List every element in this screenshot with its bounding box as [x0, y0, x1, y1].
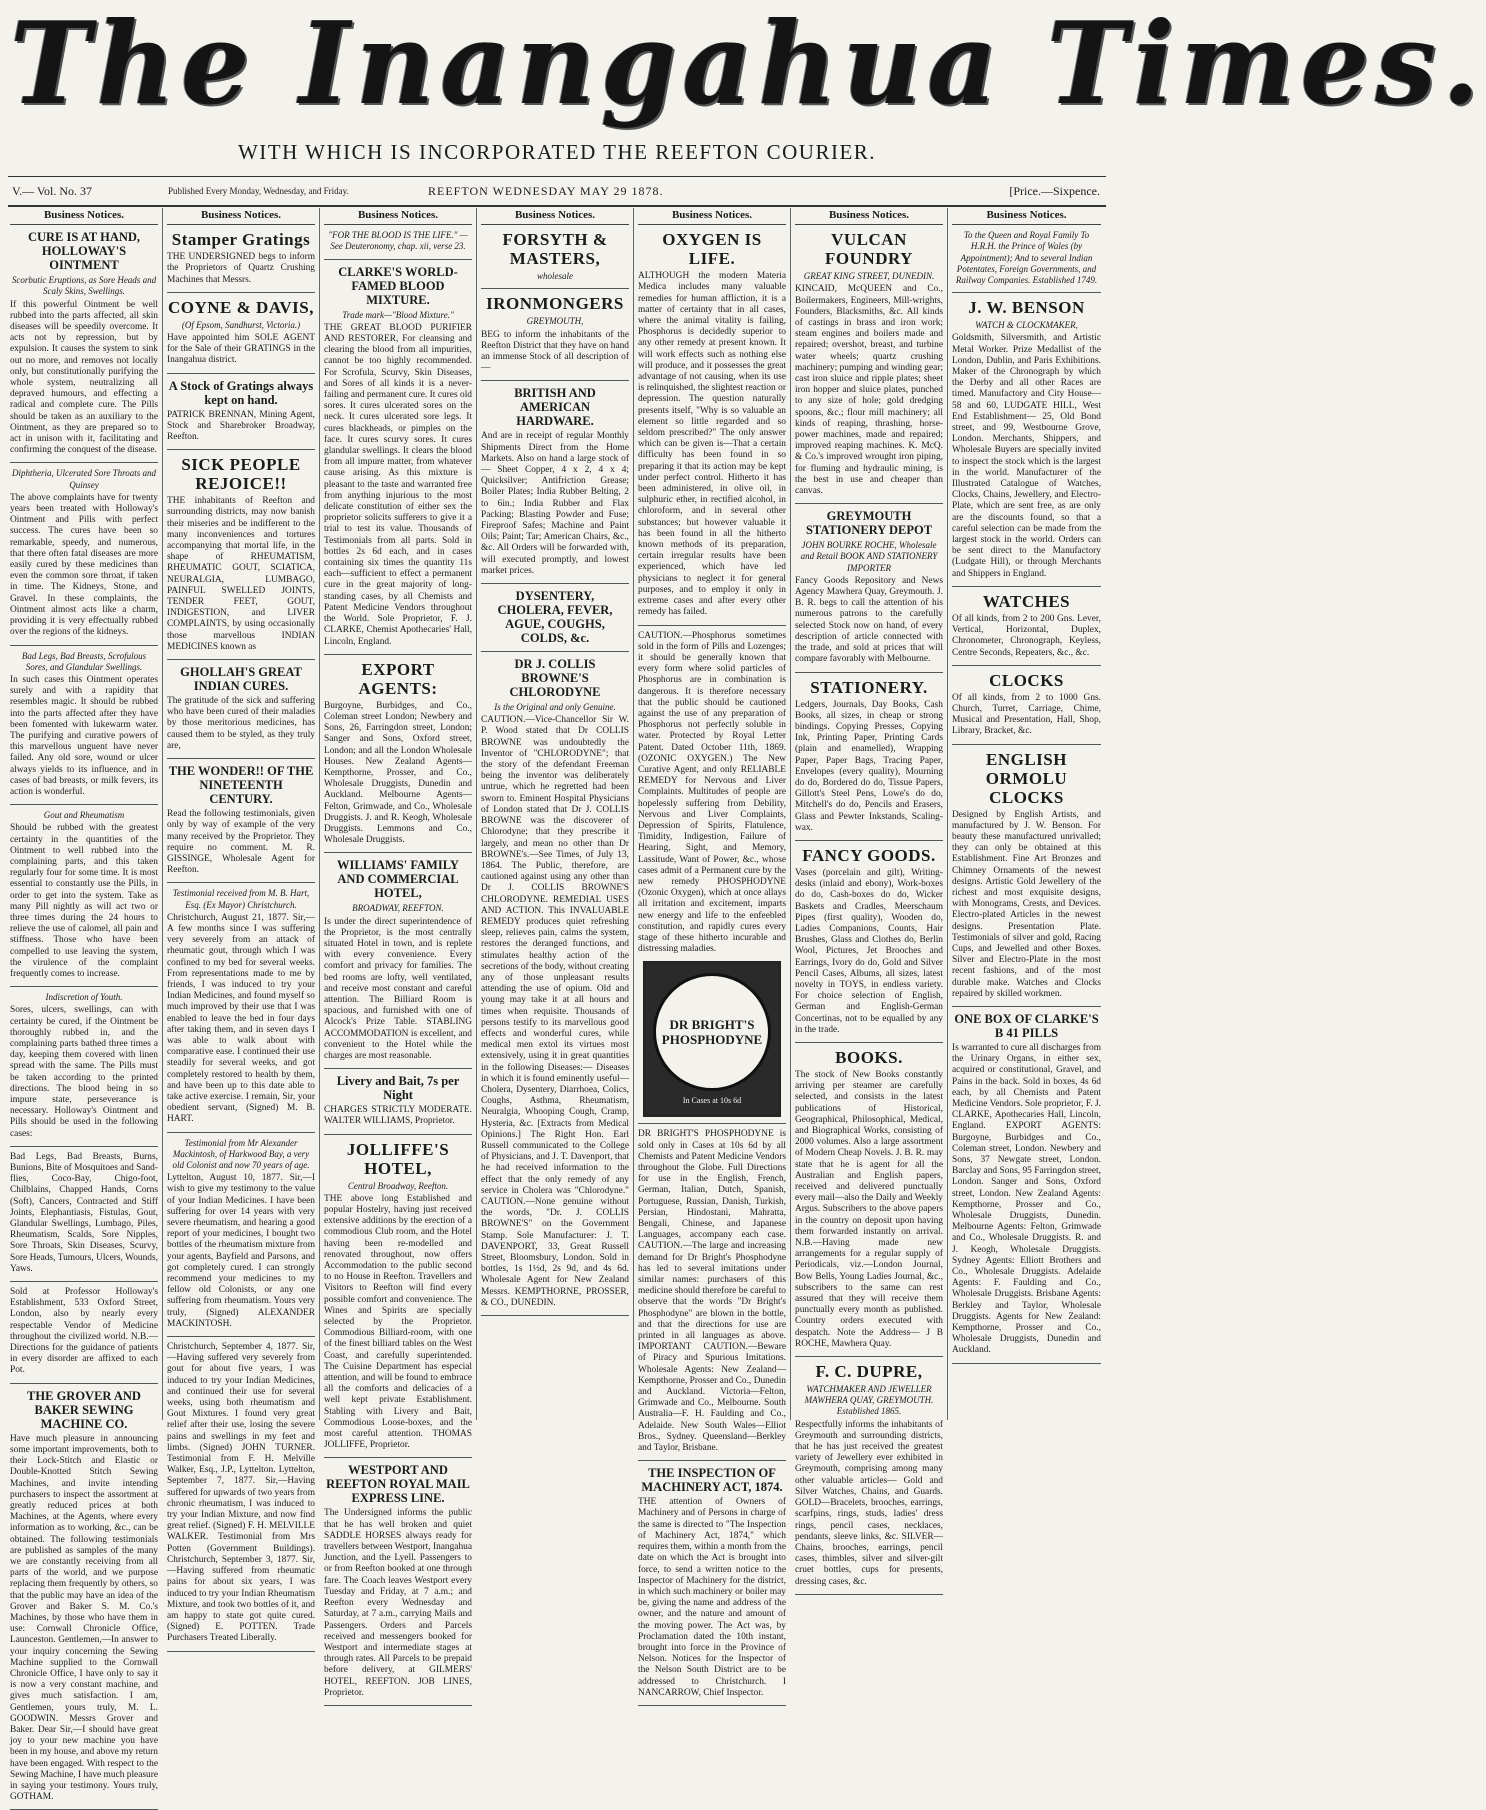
ad-subheading: (Of Epsom, Sandhurst, Victoria.) — [181, 319, 301, 330]
ad-headline: FANCY GOODS. — [802, 845, 936, 865]
advertisement — [167, 665, 315, 752]
ad-subheading: Central Broadway, Reefton. — [347, 1180, 449, 1191]
ad-subheading: Testimonial from Mr Alexander Mackintosh, of Harkwood Bay, a very old Colonist and now 70 years of age. — [172, 1137, 310, 1170]
ad-divider — [481, 651, 629, 652]
ad-divider — [10, 645, 158, 646]
ad-divider — [638, 1705, 786, 1706]
ad-body-text: The gratitude of the sick and suffering who have been cured of their maladies by those meritorious medicines, has caused them to be styled, as they truly are, — [167, 696, 315, 751]
ad-subheading: Is the Original and only Genuine. — [494, 702, 616, 713]
advertisement — [638, 1466, 786, 1699]
advertisement — [167, 1342, 315, 1644]
ad-headline: SICK PEOPLE REJOICE!! — [181, 455, 301, 494]
ad-subheading: GREYMOUTH, — [526, 316, 584, 327]
advertisement — [481, 386, 629, 577]
publication-schedule: Published Every Monday, Wednesday, and Friday. — [168, 186, 349, 196]
ad-headline: DR J. COLLIS BROWNE'S CHLORODYNE — [509, 657, 601, 700]
advertisement — [10, 468, 158, 638]
ad-headline: COYNE & DAVIS, — [167, 297, 314, 317]
column-header: Business Notices. — [10, 208, 158, 225]
column-header: Business Notices. — [324, 208, 472, 225]
ad-body-text: Fancy Goods Repository and News Agency Mawhera Quay, Greymouth. J. B. R. begs to call the attention of his numerous patrons to the carefully selected Stock now on hand, of every description of article connected with the trade, and sold at prices that will compare favorably with Melbourne. — [795, 575, 943, 665]
ad-headline: ONE BOX OF CLARKE'S B 41 PILLS — [954, 1011, 1099, 1040]
ad-subheading: wholesale — [537, 271, 573, 282]
column-header: Business Notices. — [638, 208, 786, 225]
volume-number: V.— Vol. No. 37 — [12, 184, 93, 198]
ad-divider — [795, 1042, 943, 1043]
advertisement — [324, 1074, 472, 1127]
ad-headline: ENGLISH ORMOLU CLOCKS — [985, 749, 1068, 807]
ad-body-text: If this powerful Ointment be well rubbed into the parts affected, all skin diseases will be speedily overcome. It acts not by repression, but by expulsion. It causes the system to sink out no more, and removes not locally only, but constitutionally purifying the whole system, neutralizing all depraved humours, and effecting a radical and complete cure. The Pills should be taken as an auxiliary to the Ointment, as they are prepared so to act in unison with it, facilitating and confirming the conquest of the disease. — [10, 299, 158, 456]
ad-divider — [324, 654, 472, 655]
advertisement — [324, 1140, 472, 1452]
ad-divider — [10, 1146, 158, 1147]
ad-body-text: Is under the direct superintendence of the Proprietor, is the most centrally situated Hotel in town, and is replete with every convenience. Every comfort and privacy for families. The bed rooms are lofty, well ventilated, and receive most constant and careful attention. The Billiard Room is spacious, and furnished with one of Alcock's Prize Table. STABLING ACCOMMODATION is excellent, and convenient to the Hotel while the charges are most reasonable. — [324, 916, 472, 1061]
seal-emblem: DR BRIGHT'S PHOSPHODYNE — [653, 973, 771, 1091]
ad-divider — [952, 665, 1101, 666]
ad-body-text: CAUTION.—Vice-Chancellor Sir W. P. Wood stated that Dr COLLIS BROWNE was undoubtedly the Inventor of "CHLORODYNE"; that the story of the defendant Freeman being the inventor was deliberately untrue, which he regretted had been sworn to. Eminent Hospital Physicians of London stated that Dr J. COLLIS BROWNE was the discoverer of Chlorodyne; that they prescribe it largely, and mean no other than Dr BROWNE's.—See Times, of July 13, 1864. The Public, therefore, are cautioned against using any other than Dr J. COLLIS BROWNE'S CHLORODYNE. REMEDIAL USES AND ACTION. This INVALUABLE REMEDY produces quiet refreshing sleep, relieves pain, calms the system, restores the deranged functions, and stimulates healthy action of the secretions of the body, without creating any of those unpleasant results attending the use of opium. Old and young may take it at all hours and times when requisite. Thousands of persons testify to its marvellous good effects and wonderful cures, while medical men extol its virtues most extensively, using it in great quantities in the following Diseases:— Diseases in which it is found eminently useful—Cholera, Dysentery, Diarrhoea, Colics, Coughs, Asthma, Rheumatism, Neuralgia, Whooping Cough, Cramp, Hysteria, &c. [Extracts from Medical Opinions.] The Right Hon. Earl Russell communicated to the College of Physicians, and J. T. Davenport, that he had received information to the effect that the only remedy of any service in Cholera was "Chlorodyne." CAUTION.—None genuine without the words, "Dr. J. COLLIS BROWNE'S" on the Government Stamp. Sole Manufacturer: J. T. DAVENPORT, 33, Great Russell Street, Bloomsbury, London. Sold in bottles, 1s 1½d, 2s 9d, and 4s 6d. Wholesale Agent for New Zealand Messrs. KEMPTHORNE, PROSSER, & CO., DUNEDIN. — [481, 715, 629, 1308]
ad-divider — [638, 1123, 786, 1124]
ad-body-text: Lyttelton, August 10, 1877. Sir,—I wish to give my testimony to the value of your Indian Medicines. I have been suffering for over 14 years with very severe rheumatism, and hearing a good report of your medicines, I bought two bottles of the rheumatism mixture from your agents, Bayfield and Parsons, and got completely cured. I can strongly recommend your medicines to my fellow old Colonists, or any one suffering from rheumatism. Yours very truly, (Signed) ALEXANDER MACKINTOSH. — [167, 1173, 315, 1329]
ad-body-text: And are in receipt of regular Monthly Shipments Direct from the Home Markets. Also on hand a large stock of— Sheet Copper, 4 x 2, 4 x 4; Quicksilver; Antifriction Grease; Boiler Plates; India Rubber Belting, 2 to 6in.; India Rubber and Flax Packing; Blasting Powder and Fuse; Fireproof Safes; Machine and Paint Oils; Paint; Tar; American Chairs, &c., &c. All Orders will be forwarded with, will executed promptly, and lowest market prices. — [481, 431, 629, 576]
ad-body-text: Christchurch, August 21, 1877. Sir,—A few months since I was suffering very severely from an attack of rheumatic gout, through which I was confined to my bed for several weeks. From representations made to me by friends, I was induced to try your Indian Medicines, and found myself so much improved by their use that I was enabled to leave the bed in four days after taking them, and in seven days I was able to walk about with comparative ease. I continued their use steadily for several weeks, and got completely restored to health by them, and have been up to this date able to take active exercise. I remain, Sir, your obedient servant, (Signed) M. B. HART. — [167, 912, 315, 1125]
ad-body-text: Goldsmith, Silversmith, and Artistic Metal Worker. Prize Medallist of the London, Dublin, and Paris Exhibitions. Maker of the Chronograph by which the Derby and all other Races are timed. Manufactory and City House— 58 and 60, LUDGATE HILL, West End Establishment— 25, Old Bond street, and 99, Westbourne Grove, London. Merchants, Shippers, and Wholesale Buyers are specially invited to inspect the stock which is the largest in the world. Manufacturer of the Illustrated Catalogue of Watches, Clocks, Chains, Jewellery, and Electro-Plate, which are sent free, as are only are the discounts found, so that a careful selection can be made from the largest stock in the world. Orders can be sent direct to the Manufactory (Ludgate Hill), or through Merchants and Shippers in England. — [952, 333, 1101, 579]
ad-divider — [795, 503, 943, 504]
advertisement — [481, 230, 629, 282]
advertisement — [952, 592, 1101, 659]
ad-subheading: Trade mark—"Blood Mixture." — [342, 309, 454, 320]
ad-headline: J. W. BENSON — [968, 298, 1085, 318]
ad-divider — [795, 672, 943, 673]
ad-divider — [952, 744, 1101, 745]
advertisement — [795, 678, 943, 834]
column-header: Business Notices. — [795, 208, 943, 225]
ad-divider — [167, 882, 315, 883]
ad-headline: Livery and Bait, 7s per Night — [336, 1074, 460, 1103]
ad-body-text: Vases (porcelain and gilt), Writing-desks (inlaid and ebony), Work-boxes do do, Cash-boxes do do, Wicker Baskets and Cradles, Meerschaum Pipes (first quality), Wooden do, Ladies Companions, Counts, Hair Brushes, Glass and Clothes do, Berlin Wool, Pictures, Jet Brooches and Earrings, Ivory do do, Gold and Silver Pencil Cases, Albums, all sizes, latest novelty in TOYS, in endless variety. For choice selection of English, German and English-German Concertinas, not to be equalled by any in the trade. — [795, 867, 943, 1035]
masthead — [0, 0, 1486, 164]
ad-divider — [481, 288, 629, 289]
ad-subheading: Diphtheria, Ulcerated Sore Throats and Quinsey — [11, 468, 157, 490]
ad-divider — [324, 1134, 472, 1135]
advertisement — [167, 379, 315, 444]
ad-body-text: Bad Legs, Bad Breasts, Burns, Bunions, Bite of Mosquitoes and Sand-flies, Coco-Bay, Chigo-foot, Chilblains, Chapped Hands, Corns (Soft), Cancers, Contracted and Stiff Joints, Elephantiasis, Fistulas, Gout, Glandular Swellings, Lumbago, Piles, Rheumatism, Scalds, Sore Nipples, Sore Throats, Skin Diseases, Scurvy, Sore Heads, Tumours, Ulcers, Wounds, Yaws. — [10, 1151, 158, 1274]
advertisement — [10, 230, 158, 456]
ad-divider — [638, 625, 786, 626]
ad-subheading: "FOR THE BLOOD IS THE LIFE." —See Deuteronomy, chap. xii, verse 23. — [328, 230, 468, 252]
ad-divider — [10, 804, 158, 805]
ad-body-text: Is warranted to cure all discharges from the Urinary Organs, in either sex, acquired or constitutional, Gravel, and Pains in the back. Sold in boxes, 4s 6d each, by all Chemists and Patent Medicine Vendors. Sole proprietor, F. J. CLARKE, Apothecaries Hall, Lincoln, England. EXPORT AGENTS: Burgoyne, Burbidges and Co., Coleman street, London. Newbery and Sons, 37 Newgate street, London. Barclay and Sons, 95 Farringdon street, London. Sanger and Sons, Oxford street, London. New Zealand Agents: Kempthorne, Prosser and Co., Wholesale Druggists, Dunedin. Melbourne Agents: Felton, Grimwade and Co., Wholesale Druggists. R. and J. Keogh, Wholesale Druggists. Sydney Agents: Elliott Brothers and Co., Wholesale Druggists. Adelaide Agents: F. Faulding and Co., Wholesale Druggists. Brisbane Agents: Berkley and Taylor, Wholesale Druggists. Agents for New Zealand: Kempthorne, Prosser and Co., Wholesale Druggists, Dunedin and Auckland. — [952, 1042, 1101, 1356]
ad-headline: EXPORT AGENTS: — [358, 659, 438, 698]
ad-subheading: JOHN BOURKE ROCHE, Wholesale and Retail BOOK AND STATIONERY IMPORTER — [800, 540, 938, 573]
ad-headline: OXYGEN IS LIFE. — [662, 230, 762, 269]
column-1 — [6, 208, 163, 1803]
advertisement — [167, 298, 315, 367]
advertisement — [795, 1362, 943, 1588]
ad-body-text: Of all kinds, from 2 to 1000 Gns. Church, Turret, Carriage, Chime, Musical and Presentation, Hall, Shop, Library, Bracket, &c. — [952, 692, 1101, 737]
advertisement — [795, 509, 943, 665]
advertisement — [952, 750, 1101, 1000]
ad-divider — [324, 259, 472, 260]
ad-subheading: WATCHMAKER AND JEWELLER MAWHERA QUAY, GREYMOUTH. Established 1865. — [804, 1384, 934, 1417]
ad-body-text: Read the following testimonials, given only by way of example of the very many received by the Proprietor. They require no comment. M. R. GISSINGE, Wholesale Agent for Reefton. — [167, 809, 315, 876]
ad-divider — [952, 1006, 1101, 1007]
column-3 — [320, 208, 477, 1698]
ad-divider — [167, 373, 315, 374]
dateline: REEFTON WEDNESDAY MAY 29 1878. — [428, 184, 664, 198]
ad-body-text: CHARGES STRICTLY MODERATE. WALTER WILLIAMS, Proprietor. — [324, 1105, 472, 1127]
column-header: Business Notices. — [952, 208, 1101, 225]
ad-subheading: BROADWAY, REEFTON. — [352, 903, 444, 914]
newspaper-subtitle: WITH WHICH IS INCORPORATED THE REEFTON COURIER. — [237, 140, 877, 164]
ad-body-text: THE attention of Owners of Machinery and of Persons in charge of the same is directed to "The Inspection of Machinery Act, 1874," which requires them, within a month from the date on which the Act is brought into force, to send a written notice to the Inspector of Machinery for the district, in which such machinery or boiler may be, giving the name and address of the owner, and the nature and amount of the moving power. The Act was, by Proclamation dated the 10th instant, brought into force in the Province of Nelson. Notices for the Inspector of the Nelson South District are to be addressed to Christchurch. I NANCARROW, Chief Inspector. — [638, 1497, 786, 1698]
ad-body-text: ALTHOUGH the modern Materia Medica includes many valuable remedies for human affliction, it is a matter of certainty that in all cases, where the animal vitality is failing, Phosphorus is decidedly superior to any other remedy at present known. It will work effects such as nothing else will produce, and it possesses the great advantage of not causing, when its use is relinquished, the slightest reaction or depression. The question naturally presents itself, "Why is so valuable an element so little regarded and so seldom prescribed?" The only answer which can be given is—That a certain difficulty has been found in so preparing it that its action may be kept under perfect control. Hitherto it has been administered, in olive oil, in sulphuric ether, in rectified alcohol, in chloroform, and in several other substances; but however valuable it has been found in all the hitherto known methods of its preparation, certain irregular results have been experienced, which have led physicians to neglect it for general purposes, and to employ it only in extreme cases and after every other remedy has failed. — [638, 271, 786, 618]
advertisement — [481, 589, 629, 645]
ad-divider — [10, 1383, 158, 1384]
advertisement — [10, 651, 158, 799]
column-2 — [163, 208, 320, 1644]
ad-divider — [167, 1336, 315, 1337]
ad-subheading: Indiscretion of Youth. — [45, 992, 123, 1003]
advertisement — [10, 1287, 158, 1377]
price: [Price.—Sixpence. — [1009, 184, 1100, 198]
ad-body-text: CAUTION.—Phosphorus sometimes sold in the form of Pills and Lozenges; it should be generally known that every form where solid particles of Phosphorus are in combination is dangerous. It is therefore necessary that the public should be cautioned against the use of any preparation of Phosphorus not perfectly soluble in water. Protected by Royal Letter Patent. Dated October 11th, 1869. (OZONIC OXYGEN.) The New Curative Agent, and only RELIABLE REMEDY for Nervous and Liver Complaints. Multitudes of people are hopelessly suffering from Debility, Nervous and Liver Complaints, Depression of Spirits, Flatulence, Timidity, Indigestion, Failure of Hearing, Sight, and Memory, Lassitude, Want of Power, &c., whose cases admit of a Permanent cure by the new remedy PHOSPHODYNE (Ozonic Oxygen), which at once allays all irritation and excitement, imparts new energy and life to the enfeebled constitution, and rapidly cures every stage of these hitherto incurable and distressing maladies. — [638, 630, 786, 955]
ad-divider — [167, 1651, 315, 1652]
column-header: Business Notices. — [167, 208, 315, 225]
ad-headline: WESTPORT AND REEFTON ROYAL MAIL EXPRESS LINE. — [326, 1463, 470, 1506]
ad-subheading: Bad Legs, Bad Breasts, Scrofulous Sores, and Glandular Swellings. — [21, 650, 147, 672]
advertisement — [481, 294, 629, 374]
ad-divider — [167, 292, 315, 293]
ad-divider — [481, 583, 629, 584]
ad-body-text: THE inhabitants of Reefton and surrounding districts, may now banish their miseries and be indifferent to the many inconveniences and tortures accompanying that mortal life, in the shape of RHEUMATISM, RHEUMATIC GOUT, SCIATICA, NEURALGIA, LUMBAGO, PAINFUL SWELLED JOINTS, TENDER FEET, GOUT, INDIGESTION, and LIVER COMPLAINTS, by using occasionally those marvellous INDIAN MEDICINES known as — [167, 496, 315, 652]
advertisement — [324, 230, 472, 252]
ad-body-text: BEG to inform the inhabitants of the Reefton District that they have on hand an immense Stock of all description of— — [481, 329, 629, 374]
column-7 — [948, 208, 1105, 1420]
ad-subheading: To the Queen and Royal Family To H.R.H. the Prince of Wales (by Appointment); And to several Indian Potentates, Foreign Governments, and Railway Companies. Established 1749. — [955, 230, 1098, 286]
ad-headline: WATCHES — [982, 591, 1071, 611]
advertisement — [952, 298, 1101, 580]
ad-headline: STATIONERY. — [810, 677, 928, 697]
advertisement — [324, 1463, 472, 1698]
ad-body-text: Respectfully informs the inhabitants of Greymouth and surrounding districts, that he has just received the greatest variety of Jewellery ever exhibited in Greymouth, comprising among many other valuable articles— Gold and Silver Watches, Chains, and Guards. GOLD—Bracelets, brooches, earrings, scarfpins, rings, studs, ladies' dress rings, pencil cases, necklaces, pendants, sleeve links, &c. SILVER—Chains, brooches, earrings, pencil cases, thimbles, silver and silver-gilt cruet bottles, cups for presents, dressing cases, &c. — [795, 1419, 943, 1587]
ad-divider — [481, 380, 629, 381]
advertisement — [952, 230, 1101, 286]
ad-body-text: The stock of New Books constantly arriving per steamer are carefully selected, and consists in the latest publications of Historical, Geographical, Philosophical, Medical, and Biographical Works, consisting of 2000 volumes. Also a large assortment of Modern Cheap Novels. J. B. R. may state that he is agent for all the Australian and English papers, received and delivered punctually every mail—also the Daily and Weekly Argus. Subscribers to the above papers in the country on deposit upon having them forwarded instantly on arrival. N.B.—Having made new arrangements for a regular supply of Periodicals, viz.—London Journal, Bow Bells, Young Ladies Journal, &c., subscribers to the same can rest assured that they will receive them punctually every month as published. Country orders executed with despatch. Note the Address— J B ROCHE, Mawhera Quay. — [795, 1069, 943, 1349]
ad-headline: BOOKS. — [835, 1047, 903, 1067]
advertisement — [167, 230, 315, 286]
ad-body-text: Have much pleasure in announcing some important improvements, both to their Lock-Stitch and Elastic or Double-Knotted Stitch Sewing Machines, and invite intending purchasers to inspect the assortment at greatly reduced prices at both Machines, at the Agents, where every information as to working, &c., can be obtained. The following testimonials are published as samples of the many we are constantly receiving from all parts of the world, and we purpose replacing them frequently by others, so that the public may have an idea of the Grover and Baker S. M. Co.'s Machines, by those who have them in use: Cornwall Chronicle Office, Launceston. Gentlemen,—In answer to your inquiry concerning the Sewing Machine supplied to the Cornwall Chronicle Office, I have only to say it is now a very constant machine, and gives much satisfaction. I am, Gentlemen, yours truly, M. L. GOODWIN. Messrs Grover and Baker. Dear Sir,—I should have great joy to your new machine you have been in my house, and above my return have been engaged. With respect to the Sewing Machine, I have much pleasure in saying your testimony. Yours truly, GOTHAM. — [10, 1433, 158, 1803]
ad-divider — [952, 1363, 1101, 1364]
ad-divider — [324, 1068, 472, 1069]
advertisement — [638, 230, 786, 618]
ad-body-text: Designed by English Artists, and manufactured by J. W. Benson. For beauty these manufactured unrivalled; they can only be obtained at this Establishment. Fine Art Bronzes and Chimney Ornaments of the newest designs. Artistic Gold Jewellery of the richest and most exquisite designs, with Monograms, Crests, and Devices. Electro-plated Articles in the newest designs. Presentation Plate. Testimonials of silver and gold, Racing Cups, and Jewelled and other Boxes. Silver and Electro-Plate in the most recent fashions, and of the most durable make. Watches and Clocks repaired by skilled workmen. — [952, 809, 1101, 999]
ad-body-text: In such cases this Ointment operates surely and with a rapidity that resembles magic. It should be rubbed into the parts affected after they have been fomented with lukewarm water. The purifying and curative powers of this marvellous unguent have never failed. Any old sore, wound or ulcer always yields to its influence, and in cases of bad breasts, or milk fevers, its action is wonderful. — [10, 674, 158, 797]
column-4 — [477, 208, 634, 1420]
ad-body-text: DR BRIGHT'S PHOSPHODYNE is sold only in Cases at 10s 6d by all Chemists and Patent Medicine Vendors throughout the Globe. Full Directions for use in the English, French, German, Italian, Dutch, Spanish, Portuguese, Russian, Danish, Turkish, Persian, Hindostani, Mahratta, Bengali, Chinese, and Japanese Languages, accompany each case. CAUTION.—The large and increasing demand for Dr Bright's Phosphodyne has led to several imitations under similar names: purchasers of this medicine should therefore be careful to observe that the words "Dr Bright's Phosphodyne" are blown in the bottle, and that the directions for use are printed in all languages as above. IMPORTANT CAUTION.—Beware of Piracy and Spurious Imitations. Wholesale Agents: New Zealand—Kempthorne, Prosser and Co., Dunedin and Auckland. Victoria—Felton, Grimwade and Co., Melbourne. South Australia—F. H. Faulding and Co., Adelaide. New South Wales—Elliot Bros., Sydney. Queensland—Berkley and Taylor, Brisbane. — [638, 1129, 786, 1454]
advertisement — [952, 1012, 1101, 1357]
ad-headline: THE GROVER AND BAKER SEWING MACHINE CO. — [27, 1388, 141, 1431]
ad-headline: DYSENTERY, CHOLERA, FEVER, AGUE, COUGHS, COLDS, &c. — [497, 589, 613, 646]
ad-divider — [638, 1460, 786, 1461]
column-6 — [791, 208, 948, 1587]
advertisement — [324, 858, 472, 1062]
ad-body-text: THE UNDERSIGNED begs to inform the Proprietors of Quartz Crushing Machines that Messrs. — [167, 252, 315, 285]
ad-divider — [167, 758, 315, 759]
advertisement — [795, 230, 943, 497]
ad-headline: BRITISH AND AMERICAN HARDWARE. — [514, 386, 596, 429]
ad-headline: A Stock of Gratings always kept on hand. — [168, 378, 314, 407]
advertisement — [10, 1389, 158, 1804]
ad-divider — [952, 586, 1101, 587]
ad-headline: CLOCKS — [989, 670, 1064, 690]
ad-headline: Stamper Gratings — [171, 230, 311, 250]
ad-divider — [10, 462, 158, 463]
phosphodyne-seal-illustration — [643, 961, 781, 1117]
ad-divider — [10, 986, 158, 987]
ad-body-text: The Undersigned informs the public that he has well broken and quiet SADDLE HORSES always ready for travellers between Westport, Inangahua Junction, and the Lyell. Passengers to or from Reefton booked at one through fare. The Coach leaves Westport every Tuesday and Friday, at 7 a.m.; and Reefton every Wednesday and Saturday, at 7 a.m., carrying Mails and Passengers. Orders and Parcels received and messengers booked for Westport and intermediate stages at through rates. All Parcels to be prepaid before delivery, at GILMERS' HOTEL, REEFTON. JOB LINES, Proprietor. — [324, 1508, 472, 1698]
advertisement — [167, 888, 315, 1125]
ad-headline: JOLLIFFE'S HOTEL, — [346, 1139, 450, 1178]
ad-divider — [952, 292, 1101, 293]
ad-divider — [167, 1132, 315, 1133]
ad-body-text: KINCAID, McQUEEN and Co., Boilermakers, Engineers, Mill-wrights, Founders, Blacksmiths, &c. All kinds of castings in brass and iron work; steam engines and boilers made and repaired; overshot, breast, and turbine water wheels; quartz crushing machinery; pumping and winding gear; cast iron sluice and ripple plates; sheet iron hopper and sluice plates, punched to any size of hole; gold dredging spoons, &c.; flour mill machinery; all kinds of reaping, thrashing, horse-power machines, made and repaired; improved reaping machines. K. McQ. & Co.'s improved wrought iron piping, for fluming and hydraulic mining, is the best in use and cheaper than canvas. — [795, 284, 943, 497]
advertisement — [167, 764, 315, 876]
advertisement — [10, 992, 158, 1140]
ad-headline: FORSYTH & MASTERS, — [502, 230, 608, 269]
ad-divider — [795, 1594, 943, 1595]
ad-divider — [795, 840, 943, 841]
ad-headline: WILLIAMS' FAMILY AND COMMERCIAL HOTEL, — [337, 858, 459, 901]
advertisement — [481, 657, 629, 1309]
ad-body-text: Of all kinds, from 2 to 200 Gns. Lever, Vertical, Horizontal, Duplex, Chronometer, Chronograph, Keyless, Centre Seconds, Repeaters, &c., &c. — [952, 613, 1101, 658]
ad-body-text: PATRICK BRENNAN, Mining Agent, Stock and Sharebroker Broadway, Reefton. — [167, 409, 315, 443]
ad-divider — [167, 659, 315, 660]
ad-headline: GREYMOUTH STATIONERY DEPOT — [805, 509, 933, 538]
ad-divider — [481, 1315, 629, 1316]
advertisement — [324, 265, 472, 648]
advertisement — [952, 671, 1101, 738]
advertisement-columns — [6, 208, 1108, 1803]
seal-caption: In Cases at 10s 6d — [682, 1095, 742, 1105]
ad-headline: THE WONDER!! OF THE NINETEENTH CENTURY. — [168, 764, 314, 807]
advertisement — [795, 1048, 943, 1350]
ad-subheading: Gout and Rheumatism — [43, 810, 125, 821]
ad-headline: IRONMONGERS — [486, 294, 624, 314]
ad-body-text: Sold at Professor Holloway's Establishment, 533 Oxford Street, London, also by nearly every respectable Vendor of Medicine throughout the civilized world. N.B.—Directions for the guidance of patients in every disorder are affixed to each Pot. — [10, 1287, 158, 1376]
ad-body-text: Christchurch, September 4, 1877. Sir,—Having suffered very severely from gout for about five years, I was induced to try your Indian Medicines, and continued their use for several weeks, using both rheumatism and Gout Mixtures. I found very great relief after their use, losing the severe pains and swellings in my feet and limbs. (Signed) JOHN TURNER. Testimonial from F. H. Melville Walker, Esq., J.P., Lyttelton. Lyttelton, September 7, 1877. Sir,—Having suffered for upwards of two years from chronic rheumatism, I was induced to try your Indian Mixture, and now find great relief. (Signed) F. H. MELVILLE WALKER. Testimonial from Mrs Potten (Government Buildings). Christchurch, September 3, 1877. Sir,—Having suffered from rheumatic pains for about six years, I was induced to try your Indian Rheumatism Mixture, and took two bottles of it, and am happy to state got quite cured. (Signed) E. POTTEN. Trade Purchasers Treated Liberally. — [167, 1342, 315, 1644]
ad-body-text: THE above long Established and popular Hostelry, having just received extensive additions by the erection of a commodious Club room, and the Hotel having been re-modelled and renovated throughout, now offers Accommodation to the public second to no House in Reefton. Travellers and Visitors to Reefton will find every possible comfort and convenience. The Wines and Spirits are specially selected by the Proprietor. Commodious Billiard-room, with one of the finest billiard tables on the West Coast, and carefully superintended. The Cuisine Department has especial attention, and will be found to embrace all the comforts and delicacies of a well kept private Establishment. Stabling with Livery and Bait, Commodious Loose-boxes, and the most careful attention. THOMAS JOLLIFFE, Proprietor. — [324, 1193, 472, 1451]
ad-subheading: GREAT KING STREET, DUNEDIN. — [803, 271, 935, 282]
advertisement — [324, 660, 472, 847]
advertisement — [167, 1138, 315, 1330]
newspaper-title: The Inangahua Times. — [10, 0, 1486, 131]
advertisement — [10, 810, 158, 980]
ad-body-text: THE GREAT BLOOD PURIFIER AND RESTORER, For cleansing and clearing the blood from all impurities, cannot be too highly recommended. For Scrofula, Scurvy, Skin Diseases, and Sores of all kinds it is a never-failing and permanent cure. It cures old sores. It cures ulcerated sores on the neck. It cures ulcerated sore legs. It cures blackheads, or pimples on the face. It cures scurvy sores. It cures glandular swellings. It clears the blood from all impure matter, from whatever cause arising. As this mixture is pleasant to the taste and warranted free from anything injurious to the most delicate constitution of either sex the proprietor solicits sufferers to give it a trial to test its value. Thousands of Testimonials from all parts. Sold in bottles 2s 6d each, and in cases containing six times the quantity 11s each—sufficient to effect a permanent cure in the great majority of long-standing cases, by all Chemists and Patent Medicine Vendors throughout the World. Sole Proprietor, F. J. CLARKE, Chemist Apothecaries' Hall, Lincoln, England. — [324, 322, 472, 647]
ad-body-text: Burgoyne, Burbidges, and Co., Coleman street London; Newbery and Sons, 26, Farringdon street, London; Sanger and Sons, Oxford street, London; and all the London Wholesale Houses. New Zealand Agents— Kempthorne, Prosser, and Co., Wholesale Druggists, Dunedin and Auckland. Melbourne Agents— Felton, Grimwade, and Co., Wholesale Druggists. J. and R. Keogh, Wholesale Druggists. Lemmons and Co., Wholesale Druggists. — [324, 700, 472, 846]
ad-headline: GHOLLAH'S GREAT INDIAN CURES. — [180, 665, 302, 694]
column-5 — [634, 208, 791, 1698]
advertisement — [638, 1129, 786, 1454]
ad-headline: CLARKE'S WORLD-FAMED BLOOD MIXTURE. — [338, 264, 458, 307]
ad-body-text: The above complaints have for twenty years been treated with Holloway's Ointment and Pills with perfect success. The cures have been so remarkable, speedy, and numerous, that there often fatal diseases are more easily cured by these medicines than even the common sore throat, if taken in time. The Kidneys, Stone, and Gravel. In these complaints, the Ointment almost acts like a charm, providing it is very effectually rubbed over the regions of the kidneys. — [10, 492, 158, 638]
advertisement — [167, 455, 315, 653]
ad-subheading: Testimonial received from M. B. Hart, Esq. (Ex Mayor) Christchurch. — [172, 888, 310, 910]
ad-body-text: Sores, ulcers, swellings, can with certainty be cured, if the Ointment be thoroughly rubbed in, and the complaining parts bathed three times a day, keeping them covered with linen spread with the same. The Pills must be taken according to the printed directions. The blood being in so impure state, perseverance is necessary. Holloway's Ointment and Pills should be used in the following cases: — [10, 1005, 158, 1139]
advertisement — [638, 631, 786, 956]
ad-divider — [324, 1705, 472, 1706]
ad-body-text: Have appointed him SOLE AGENT for the Sale of their GRATINGS in the Inangahua district. — [167, 333, 315, 366]
ad-divider — [167, 449, 315, 450]
ad-body-text: Ledgers, Journals, Day Books, Cash Books, all sizes, in cheap or strong bindings. Copying Presses, Copying Ink, Printing Paper, Printing Cards (plain and enamelled), Wrapping Paper, Paper Bags, Tracing Paper, Envelopes (every quality), Mourning do do, Bordered do do, Tissue Papers, Gillott's Steel Pens, Lowe's do do, Mitchell's do do, Pencils and Erasers, Glass and Pewter Inkstands, Scaling-wax. — [795, 699, 943, 833]
ad-divider — [795, 1356, 943, 1357]
ad-headline: CURE IS AT HAND, HOLLOWAY'S OINTMENT — [27, 230, 141, 273]
ad-subheading: WATCH & CLOCKMAKER, — [975, 320, 1078, 331]
ad-divider — [324, 1457, 472, 1458]
ad-headline: F. C. DUPRE, — [815, 1362, 923, 1382]
advertisement — [10, 1152, 158, 1275]
issue-info-bar — [8, 176, 1106, 207]
ad-body-text: Should be rubbed with the greatest certainty in the quantities of the Ointment to well rubbed into the complaining parts, and this taken regularly four for some time. It is most essential to constantly use the Pills, in order to get into the system. Take as many Pill nightly as will act two or three times during the 24 hours to relieve the use of calomel, all pain and stiffness. Those who have been compelled to use leaving the system, the virulence of the complaint frequently comes to increase. — [10, 823, 158, 979]
ad-headline: VULCAN FOUNDRY — [825, 230, 913, 269]
ad-headline: THE INSPECTION OF MACHINERY ACT, 1874. — [641, 1466, 783, 1495]
ad-divider — [10, 1281, 158, 1282]
ad-subheading: Scorbutic Eruptions, as Sore Heads and Scaly Skins, Swellings. — [11, 275, 157, 297]
ad-divider — [324, 852, 472, 853]
column-header: Business Notices. — [481, 208, 629, 225]
advertisement — [795, 846, 943, 1036]
